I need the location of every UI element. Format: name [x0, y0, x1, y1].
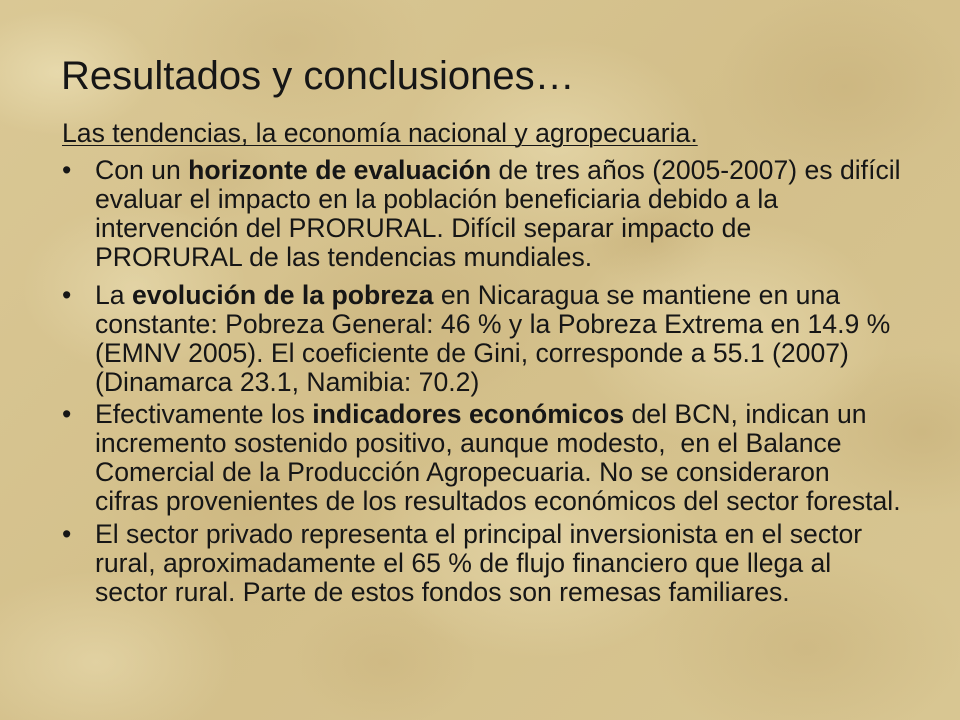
text-segment: de tres años (2005-2007) es difícil — [491, 155, 901, 185]
bullet-line: (EMNV 2005). El coeficiente de Gini, corresponde a 55.1 (2007) — [95, 338, 849, 368]
text-segment: en Nicaragua se mantiene en una — [433, 280, 841, 310]
slide-title: Resultados y conclusiones… — [61, 54, 575, 98]
bullet-line: Comercial de la Producción Agropecuaria. No se consideraron — [95, 457, 830, 487]
bullet-marker: • — [62, 155, 72, 185]
bullet-text — [95, 156, 901, 272]
bullet-line — [95, 156, 901, 185]
bullet-marker: • — [62, 280, 72, 310]
bullet-line: El sector privado representa el principal inversionista en el sector — [95, 519, 863, 549]
bullet-line: (Dinamarca 23.1, Namibia: 70.2) — [95, 367, 480, 397]
bullet-line: sector rural. Parte de estos fondos son remesas familiares. — [95, 577, 790, 607]
bullet-marker: • — [62, 399, 72, 429]
bullet-line: PRORURAL de las tendencias mundiales. — [95, 242, 593, 272]
bold-emphasis: indicadores económicos — [312, 399, 625, 429]
text-segment: La — [95, 280, 132, 310]
text-segment: Con un — [95, 155, 189, 185]
bullet-text — [95, 520, 862, 607]
bullet-line: rural, aproximadamente el 65 % de flujo financiero que llega al — [95, 548, 832, 578]
text-segment: del BCN, indican un — [624, 399, 867, 429]
bold-emphasis: horizonte de evaluación — [188, 155, 492, 185]
slide-subtitle: Las tendencias, la economía nacional y agropecuaria. — [62, 118, 698, 148]
bullet-line: incremento sostenido positivo, aunque modesto, en el Balance — [95, 428, 842, 458]
bold-emphasis: evolución de la pobreza — [131, 280, 434, 310]
bullet-line: intervención del PRORURAL. Difícil separar impacto de — [95, 213, 752, 243]
bullet-line: constante: Pobreza General: 46 % y la Pobreza Extrema en 14.9 % — [95, 309, 891, 339]
bullet-text — [95, 400, 901, 516]
bullet-line: cifras provenientes de los resultados económicos del sector forestal. — [95, 486, 901, 516]
bullet-marker: • — [62, 519, 72, 549]
bullet-text — [95, 281, 890, 397]
bullet-line — [95, 400, 901, 429]
text-segment: Efectivamente los — [95, 399, 313, 429]
bullet-line — [95, 281, 890, 310]
bullet-line: evaluar el impacto en la población beneficiaria debido a la — [95, 184, 779, 214]
